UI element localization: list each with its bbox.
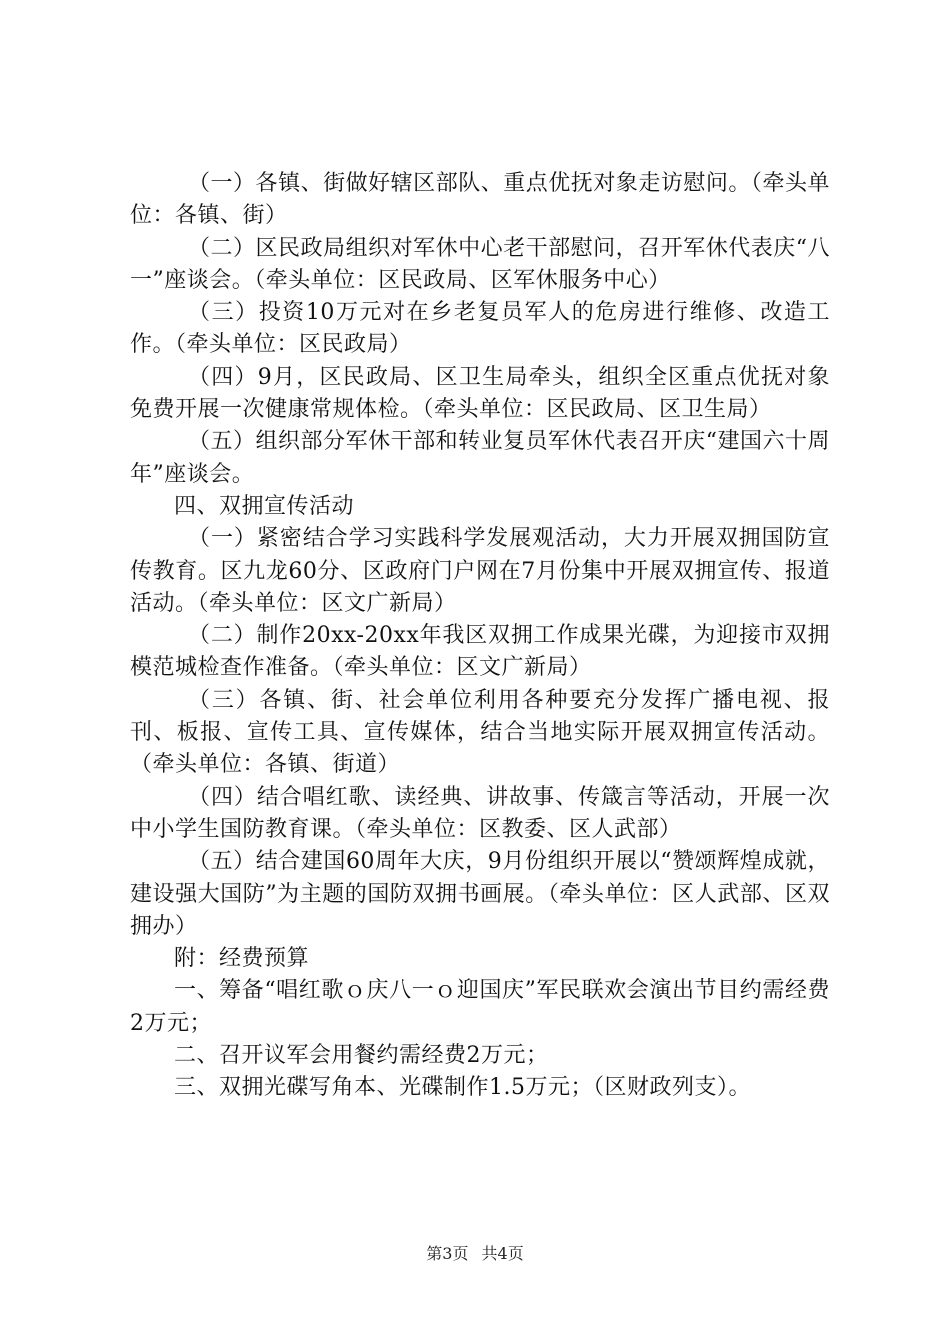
page-total: 共4页 (481, 1244, 524, 1263)
paragraph-housing-repair: （三）投资10万元对在乡老复员军人的危房进行维修、改造工作。（牵头单位：区民政局） (130, 300, 830, 358)
page-number: 第3页 (426, 1244, 469, 1263)
paragraph-cd-production: （二）制作20xx-20xx年我区双拥工作成果光碟，为迎接市双拥模范城检查作准备。（牵头单位：区文广新局） (130, 623, 830, 681)
paragraph-school-defense-class: （四）结合唱红歌、读经典、讲故事、传箴言等活动，开展一次中小学生国防教育课。（牵头单位：区教委、区人武部） (130, 784, 830, 842)
section-heading-publicity: 四、双拥宣传活动 (174, 493, 355, 519)
paragraph-visit-towns: （一）各镇、街做好辖区部队、重点优抚对象走访慰问。（牵头单位：各镇、街） (130, 171, 830, 229)
paragraph-media-publicity: （三）各镇、街、社会单位利用各种要充分发挥广播电视、报刊、板报、宣传工具、宣传媒体，结合当地实际开展双拥宣传活动。（牵头单位：各镇、街道） (130, 687, 830, 778)
budget-item-meeting: 二、召开议军会用餐约需经费2万元； (174, 1043, 549, 1069)
paragraph-anniversary-forum: （五）组织部分军休干部和转业复员军休代表召开庆“建国六十周年”座谈会。 (130, 429, 830, 487)
paragraph-civil-affairs-visit: （二）区民政局组织对军休中心老干部慰问，召开军休代表庆“八一”座谈会。（牵头单位：区民政局、区军休服务中心） (130, 235, 830, 293)
paragraph-health-check: （四）9月，区民政局、区卫生局牵头，组织全区重点优抚对象免费开展一次健康常规体检。（牵头单位：区民政局、区卫生局） (130, 364, 830, 423)
paragraph-art-exhibition: （五）结合建国60周年大庆，9月份组织开展以“赞颂辉煌成就，建设强大国防”为主题的国防双拥书画展。（牵头单位：区人武部、区双拥办） (130, 849, 830, 939)
page-footer (0, 1244, 950, 1264)
paragraph-publicity-education: （一）紧密结合学习实践科学发展观活动，大力开展双拥国防宣传教育。区九龙60分、区政府门户网在7月份集中开展双拥宣传、报道活动。（牵头单位：区文广新局） (130, 526, 830, 616)
document-body (130, 168, 830, 1105)
budget-item-cd: 三、双拥光碟写角本、光碟制作1.5万元；（区财政列支）。 (174, 1075, 751, 1101)
section-heading-budget: 附：经费预算 (174, 946, 310, 972)
budget-item-gala: 一、筹备“唱红歌ｏ庆八一ｏ迎国庆”军民联欢会演出节目约需经费2万元； (130, 978, 830, 1036)
